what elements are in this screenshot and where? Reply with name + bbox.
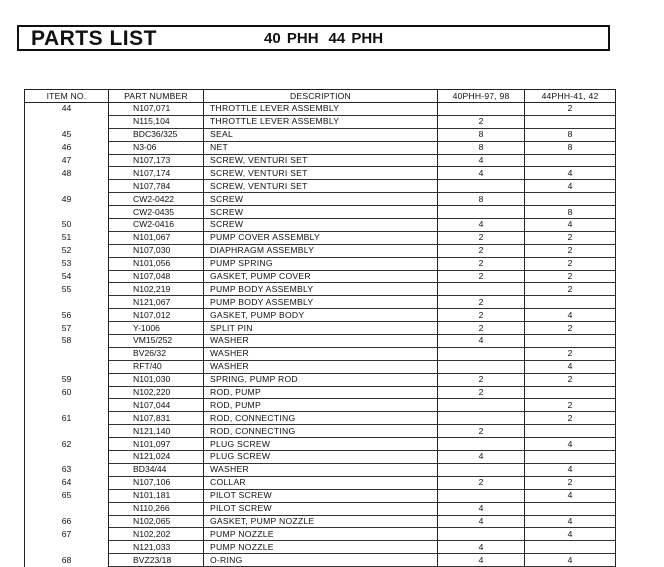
item-no-cell: 44 [25,103,109,116]
column-header-part-number: PART NUMBER [109,90,204,103]
table-row [25,347,616,360]
part-number-cell: N101,097 [109,438,204,451]
qty-40phh-cell [438,489,525,502]
item-no-cell: 57 [25,322,109,335]
qty-44phh-cell: 8 [525,206,616,219]
table-row [25,296,616,309]
description-cell: PUMP COVER ASSEMBLY [204,231,438,244]
table-row [25,167,616,180]
item-no-cell: 51 [25,231,109,244]
part-number-cell: BD34/44 [109,463,204,476]
description-cell: SCREW [204,206,438,219]
table-row [25,489,616,502]
qty-44phh-cell: 2 [525,412,616,425]
description-cell: SPRING, PUMP ROD [204,373,438,386]
part-number-cell: N107,071 [109,103,204,116]
description-cell: SCREW, VENTURI SET [204,180,438,193]
part-number-cell: N107,048 [109,270,204,283]
item-no-cell: 59 [25,373,109,386]
qty-40phh-cell [438,103,525,116]
part-number-cell: CW2-0422 [109,193,204,206]
description-cell: ROD, CONNECTING [204,412,438,425]
qty-44phh-cell: 4 [525,515,616,528]
qty-40phh-cell: 2 [438,373,525,386]
item-no-cell: 64 [25,476,109,489]
table-row [25,541,616,554]
qty-44phh-cell: 2 [525,244,616,257]
item-no-cell: 47 [25,154,109,167]
qty-40phh-cell: 2 [438,322,525,335]
qty-44phh-cell: 2 [525,476,616,489]
part-number-cell: N107,030 [109,244,204,257]
qty-40phh-cell: 2 [438,425,525,438]
item-no-cell [25,206,109,219]
qty-44phh-cell: 4 [525,489,616,502]
part-number-cell: N121,140 [109,425,204,438]
description-cell: SCREW [204,193,438,206]
item-no-cell: 50 [25,219,109,232]
qty-44phh-cell: 2 [525,270,616,283]
qty-44phh-cell: 2 [525,322,616,335]
part-number-cell: RFT/40 [109,360,204,373]
item-no-cell: 66 [25,515,109,528]
description-cell: SEAL [204,128,438,141]
description-cell: ROD, PUMP [204,399,438,412]
qty-40phh-cell [438,399,525,412]
table-header-row [25,90,616,103]
item-no-cell: 67 [25,528,109,541]
item-no-cell: 55 [25,283,109,296]
item-no-cell: 60 [25,386,109,399]
table-row [25,463,616,476]
qty-40phh-cell: 2 [438,257,525,270]
column-header-40phh-qty: 40PHH-97, 98 [438,90,525,103]
description-cell: THROTTLE LEVER ASSEMBLY [204,103,438,116]
description-cell: SCREW [204,219,438,232]
table-row [25,244,616,257]
description-cell: WASHER [204,335,438,348]
qty-44phh-cell: 2 [525,257,616,270]
item-no-cell [25,541,109,554]
qty-44phh-cell [525,193,616,206]
qty-40phh-cell: 2 [438,231,525,244]
description-cell: O-RING [204,554,438,567]
qty-40phh-cell [438,360,525,373]
table-row [25,322,616,335]
item-no-cell: 65 [25,489,109,502]
description-cell: SCREW, VENTURI SET [204,154,438,167]
item-no-cell: 68 [25,554,109,567]
part-number-cell: N107,174 [109,167,204,180]
qty-40phh-cell: 2 [438,244,525,257]
qty-40phh-cell: 2 [438,476,525,489]
qty-40phh-cell: 4 [438,451,525,464]
part-number-cell: N101,181 [109,489,204,502]
table-row [25,360,616,373]
table-row [25,502,616,515]
table-row [25,438,616,451]
qty-44phh-cell [525,386,616,399]
part-number-cell: BVZ23/18 [109,554,204,567]
description-cell: GASKET, PUMP NOZZLE [204,515,438,528]
table-row [25,309,616,322]
qty-44phh-cell [525,154,616,167]
qty-40phh-cell: 4 [438,335,525,348]
part-number-cell: BDC36/325 [109,128,204,141]
qty-40phh-cell: 2 [438,115,525,128]
qty-40phh-cell: 2 [438,386,525,399]
qty-44phh-cell: 4 [525,438,616,451]
column-header-item-no: ITEM NO. [25,90,109,103]
qty-40phh-cell: 4 [438,219,525,232]
item-no-cell [25,399,109,412]
part-number-cell: CW2-0435 [109,206,204,219]
description-cell: PILOT SCREW [204,502,438,515]
part-number-cell: N102,065 [109,515,204,528]
qty-40phh-cell: 2 [438,309,525,322]
part-number-cell: N121,067 [109,296,204,309]
qty-40phh-cell [438,283,525,296]
item-no-cell [25,425,109,438]
qty-40phh-cell: 8 [438,193,525,206]
table-row [25,425,616,438]
description-cell: WASHER [204,347,438,360]
part-number-cell: N121,024 [109,451,204,464]
model-b-label: 44 PHH [328,30,384,47]
table-row [25,412,616,425]
part-number-cell: N101,067 [109,231,204,244]
table-row [25,115,616,128]
qty-40phh-cell: 2 [438,296,525,309]
description-cell: GASKET, PUMP COVER [204,270,438,283]
part-number-cell: CW2-0416 [109,219,204,232]
parts-list-header [17,25,610,51]
qty-40phh-cell: 4 [438,541,525,554]
qty-40phh-cell [438,347,525,360]
part-number-cell: Y-1006 [109,322,204,335]
qty-44phh-cell [525,296,616,309]
item-no-cell: 63 [25,463,109,476]
qty-40phh-cell: 4 [438,554,525,567]
model-names [264,27,383,51]
description-cell: PILOT SCREW [204,489,438,502]
table-row [25,154,616,167]
table-row [25,386,616,399]
description-cell: ROD, CONNECTING [204,425,438,438]
description-cell: PUMP BODY ASSEMBLY [204,283,438,296]
table-row [25,451,616,464]
part-number-cell: N115,104 [109,115,204,128]
part-number-cell: N110,266 [109,502,204,515]
qty-44phh-cell: 2 [525,283,616,296]
qty-44phh-cell: 2 [525,231,616,244]
column-header-description: DESCRIPTION [204,90,438,103]
qty-40phh-cell [438,412,525,425]
table-row [25,141,616,154]
item-no-cell [25,180,109,193]
description-cell: PUMP NOZZLE [204,528,438,541]
table-row [25,335,616,348]
item-no-cell: 46 [25,141,109,154]
qty-44phh-cell: 4 [525,554,616,567]
table-row [25,515,616,528]
item-no-cell [25,502,109,515]
description-cell: PLUG SCREW [204,438,438,451]
qty-44phh-cell: 8 [525,128,616,141]
part-number-cell: N121,033 [109,541,204,554]
qty-40phh-cell [438,438,525,451]
qty-44phh-cell: 2 [525,373,616,386]
item-no-cell [25,360,109,373]
description-cell: PUMP SPRING [204,257,438,270]
qty-40phh-cell: 8 [438,141,525,154]
qty-44phh-cell: 4 [525,360,616,373]
item-no-cell [25,115,109,128]
table-row [25,283,616,296]
qty-44phh-cell: 4 [525,219,616,232]
description-cell: PUMP BODY ASSEMBLY [204,296,438,309]
item-no-cell: 48 [25,167,109,180]
item-no-cell [25,451,109,464]
table-row [25,476,616,489]
part-number-cell: N102,202 [109,528,204,541]
parts-table [24,89,616,567]
qty-44phh-cell [525,451,616,464]
description-cell: ROD, PUMP [204,386,438,399]
table-row [25,193,616,206]
qty-44phh-cell: 8 [525,141,616,154]
qty-44phh-cell: 4 [525,180,616,193]
description-cell: COLLAR [204,476,438,489]
item-no-cell: 56 [25,309,109,322]
item-no-cell [25,347,109,360]
table-row [25,128,616,141]
item-no-cell: 52 [25,244,109,257]
description-cell: THROTTLE LEVER ASSEMBLY [204,115,438,128]
column-header-44phh-qty: 44PHH-41, 42 [525,90,616,103]
qty-44phh-cell [525,425,616,438]
table-row [25,219,616,232]
qty-44phh-cell: 2 [525,347,616,360]
qty-44phh-cell [525,502,616,515]
description-cell: PLUG SCREW [204,451,438,464]
qty-40phh-cell: 4 [438,167,525,180]
table-row [25,399,616,412]
part-number-cell: N107,106 [109,476,204,489]
qty-44phh-cell: 4 [525,167,616,180]
item-no-cell: 61 [25,412,109,425]
qty-44phh-cell: 2 [525,103,616,116]
table-row [25,103,616,116]
item-no-cell: 58 [25,335,109,348]
qty-44phh-cell [525,541,616,554]
part-number-cell: VM15/252 [109,335,204,348]
qty-40phh-cell: 4 [438,502,525,515]
qty-44phh-cell: 4 [525,463,616,476]
qty-44phh-cell [525,115,616,128]
model-a-label: 40 PHH [264,30,319,47]
qty-40phh-cell: 4 [438,154,525,167]
qty-44phh-cell: 4 [525,309,616,322]
description-cell: GASKET, PUMP BODY [204,309,438,322]
part-number-cell: N107,784 [109,180,204,193]
part-number-cell: N107,012 [109,309,204,322]
part-number-cell: N101,056 [109,257,204,270]
description-cell: WASHER [204,463,438,476]
table-row [25,528,616,541]
item-no-cell: 54 [25,270,109,283]
qty-40phh-cell [438,206,525,219]
qty-44phh-cell: 4 [525,528,616,541]
part-number-cell: N107,044 [109,399,204,412]
qty-40phh-cell: 2 [438,270,525,283]
item-no-cell [25,296,109,309]
item-no-cell: 62 [25,438,109,451]
description-cell: NET [204,141,438,154]
table-row [25,180,616,193]
item-no-cell: 49 [25,193,109,206]
part-number-cell: N3-06 [109,141,204,154]
qty-40phh-cell [438,180,525,193]
parts-table-body [25,103,616,567]
qty-44phh-cell: 2 [525,399,616,412]
qty-40phh-cell [438,463,525,476]
description-cell: PUMP NOZZLE [204,541,438,554]
item-no-cell: 53 [25,257,109,270]
part-number-cell: N101,030 [109,373,204,386]
part-number-cell: N102,220 [109,386,204,399]
table-row [25,373,616,386]
description-cell: WASHER [204,360,438,373]
qty-44phh-cell [525,335,616,348]
description-cell: SPLIT PIN [204,322,438,335]
qty-40phh-cell: 8 [438,128,525,141]
part-number-cell: N107,173 [109,154,204,167]
table-row [25,554,616,567]
table-row [25,270,616,283]
table-row [25,231,616,244]
description-cell: SCREW, VENTURI SET [204,167,438,180]
page-title: PARTS LIST [31,27,157,50]
table-row [25,206,616,219]
description-cell: DIAPHRAGM ASSEMBLY [204,244,438,257]
part-number-cell: N102,219 [109,283,204,296]
qty-40phh-cell [438,528,525,541]
part-number-cell: N107,831 [109,412,204,425]
table-row [25,257,616,270]
part-number-cell: BV26/32 [109,347,204,360]
item-no-cell: 45 [25,128,109,141]
qty-40phh-cell: 4 [438,515,525,528]
